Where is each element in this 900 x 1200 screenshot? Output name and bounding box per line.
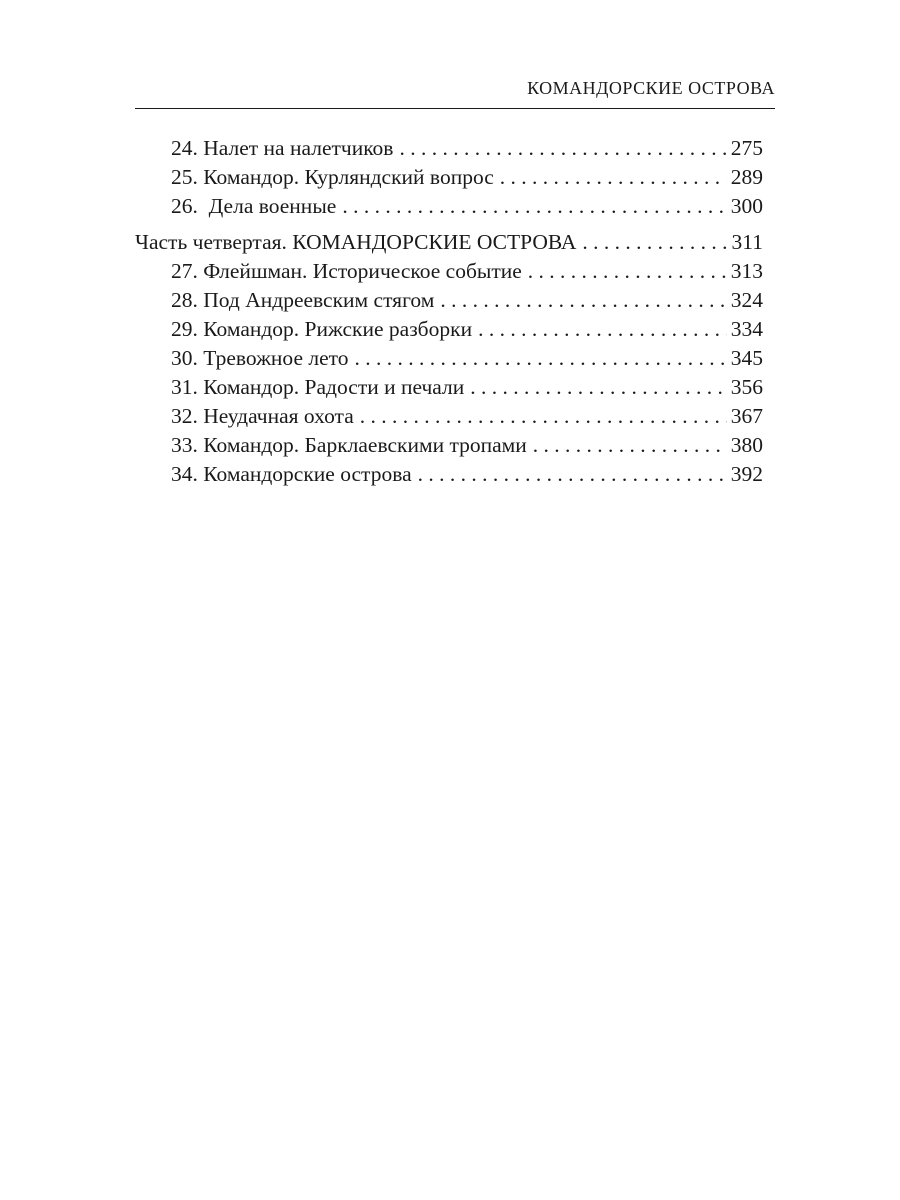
toc-page-number: 300 — [730, 194, 763, 218]
toc-page-number: 334 — [730, 317, 763, 341]
toc-entry-title: 28. Под Андреевским стягом — [171, 288, 435, 312]
toc-entry-28[interactable] — [135, 286, 763, 315]
toc-dot-leader — [464, 373, 727, 402]
toc-dot-leader — [522, 257, 727, 286]
toc-entry-title: 26. Дела военные — [171, 194, 337, 218]
toc-entry-title: 25. Командор. Курляндский вопрос — [171, 165, 494, 189]
toc-entry-part-four[interactable] — [135, 228, 763, 257]
toc-part-title: Часть четвертая. КОМАНДОРСКИЕ ОСТРОВА — [135, 230, 577, 254]
toc-entry-32[interactable] — [135, 402, 763, 431]
toc-entry-30[interactable] — [135, 344, 763, 373]
toc-entry-title: 30. Тревожное лето — [171, 346, 349, 370]
toc-entry-title: 24. Налет на налетчиков — [171, 136, 394, 160]
toc-entry-title: 31. Командор. Радости и печали — [171, 375, 465, 399]
toc-page-number: 311 — [731, 230, 763, 254]
toc-entry-34[interactable] — [135, 460, 763, 489]
toc-entry-27[interactable] — [135, 257, 763, 286]
toc-dot-leader — [336, 192, 727, 221]
toc-dot-leader — [412, 460, 727, 489]
toc-entry-33[interactable] — [135, 431, 763, 460]
toc-group-part-three-end — [135, 134, 763, 221]
toc-dot-leader — [472, 315, 727, 344]
toc-dot-leader — [393, 134, 727, 163]
toc-page-number: 313 — [730, 259, 763, 283]
toc-dot-leader — [494, 163, 727, 192]
toc-entry-title: 32. Неудачная охота — [171, 404, 354, 428]
toc-dot-leader — [576, 228, 727, 257]
toc-entry-title: 27. Флейшман. Историческое событие — [171, 259, 522, 283]
toc-dot-leader — [434, 286, 727, 315]
toc-page-number: 356 — [730, 375, 763, 399]
toc-page-number: 392 — [730, 462, 763, 486]
toc-entry-title: 29. Командор. Рижские разборки — [171, 317, 473, 341]
toc-page-number: 367 — [730, 404, 763, 428]
toc-page-number: 380 — [730, 433, 763, 457]
toc-page-number: 345 — [730, 346, 763, 370]
toc-entry-31[interactable] — [135, 373, 763, 402]
toc-entry-24[interactable] — [135, 134, 763, 163]
toc-entry-25[interactable] — [135, 163, 763, 192]
toc-group-part-four — [135, 228, 763, 489]
toc-page-number: 324 — [730, 288, 763, 312]
table-of-contents — [135, 134, 763, 489]
toc-dot-leader — [354, 402, 727, 431]
running-header: КОМАНДОРСКИЕ ОСТРОВА — [527, 78, 775, 98]
toc-entry-29[interactable] — [135, 315, 763, 344]
toc-page-number: 289 — [730, 165, 763, 189]
header-rule — [135, 108, 775, 109]
toc-page-number: 275 — [730, 136, 763, 160]
toc-dot-leader — [349, 344, 727, 373]
toc-entry-title: 33. Командор. Барклаевскими тропами — [171, 433, 527, 457]
toc-dot-leader — [527, 431, 727, 460]
toc-entry-26[interactable] — [135, 192, 763, 221]
toc-entry-title: 34. Командорские острова — [171, 462, 412, 486]
